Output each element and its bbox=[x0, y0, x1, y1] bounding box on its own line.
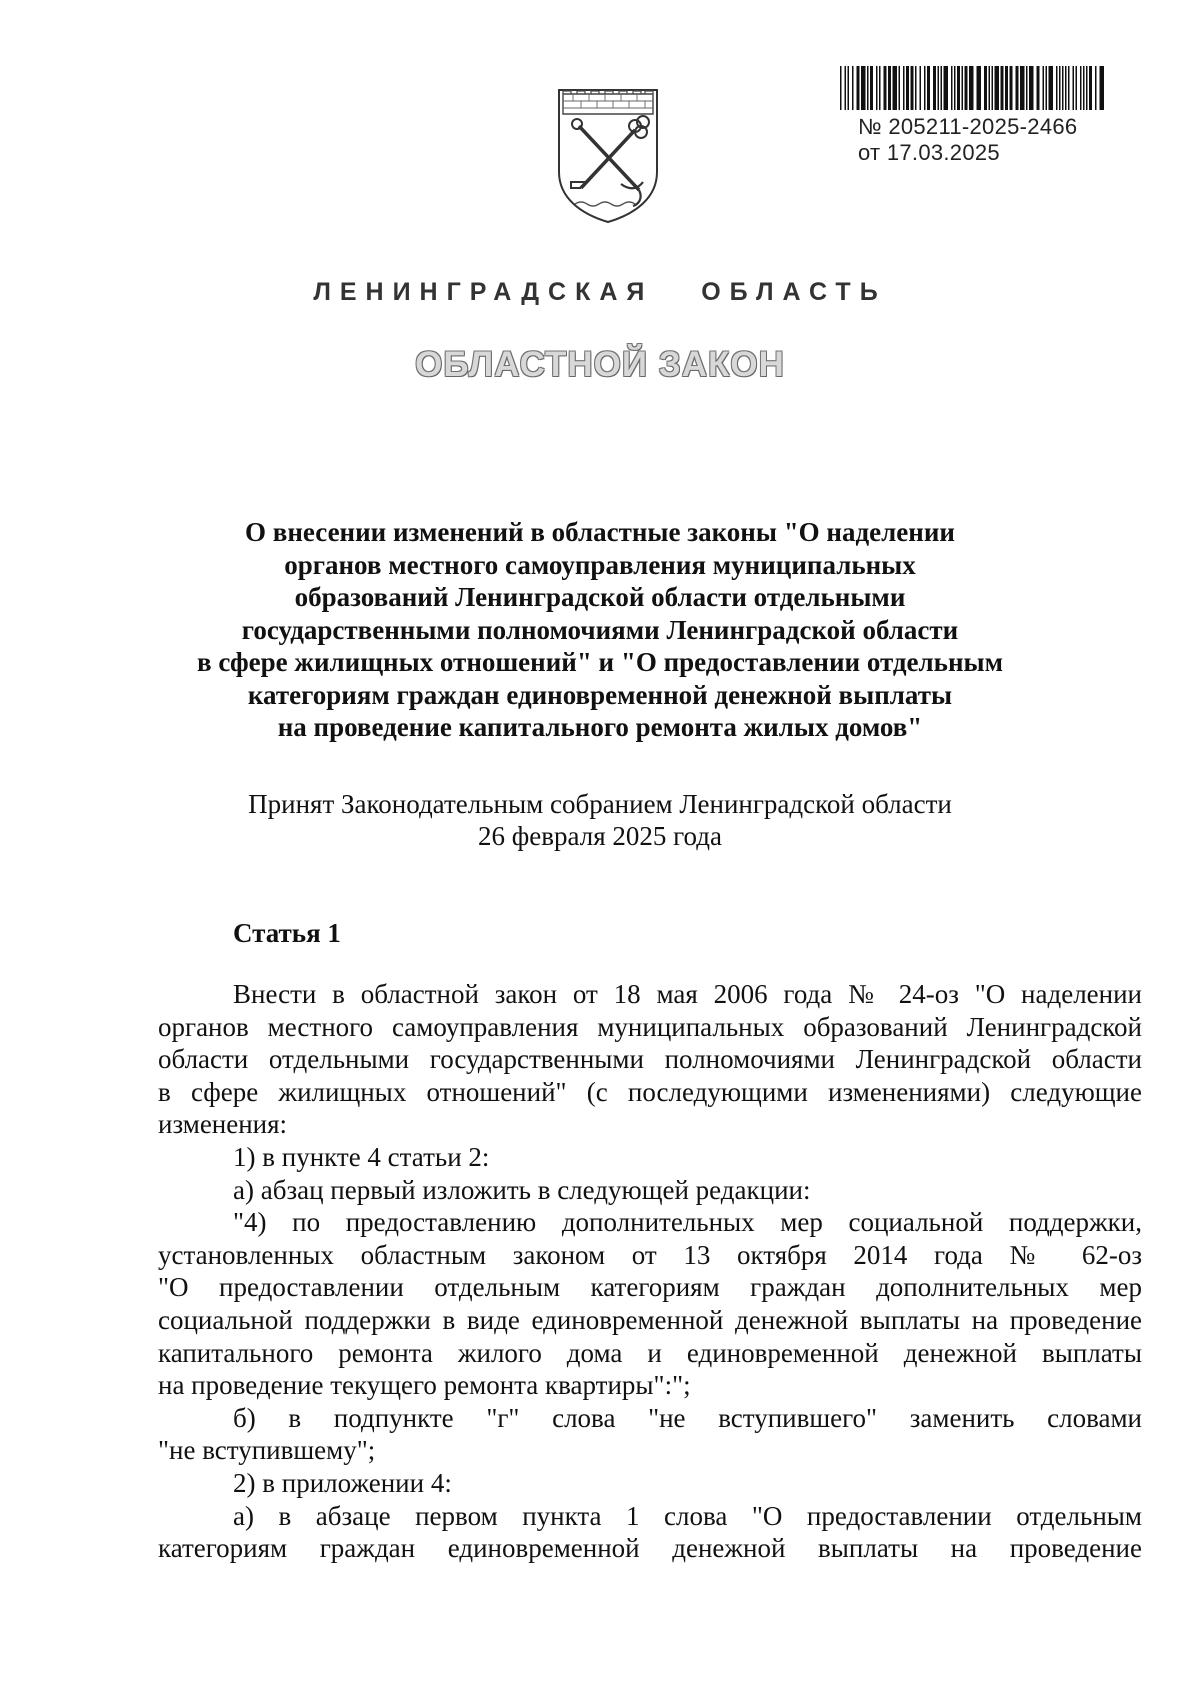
barcode-bar bbox=[1056, 66, 1058, 110]
body-line: 1) в пункте 4 статьи 2: bbox=[233, 1141, 490, 1172]
barcode-bar bbox=[840, 66, 842, 110]
adoption-line: Принят Законодательным собранием Ленинградской области bbox=[248, 789, 952, 819]
body-line: области отдельными государственными полномочиями Ленинградской области bbox=[158, 1044, 1142, 1075]
barcode-bar bbox=[965, 66, 968, 110]
law-title-line: категориям граждан единовременной денежной выплаты bbox=[247, 679, 953, 710]
barcode-bar bbox=[933, 66, 936, 110]
body-line: Внести в областной закон от 18 мая 2006 года № 24-оз "О наделении bbox=[233, 979, 1142, 1009]
barcode-bar bbox=[1100, 66, 1105, 110]
barcode-bar bbox=[1049, 66, 1054, 110]
barcode-bar bbox=[1059, 66, 1061, 110]
barcode-bar bbox=[867, 66, 869, 110]
registration-date: от 17.03.2025 bbox=[858, 140, 1000, 165]
barcode-bar bbox=[938, 66, 940, 110]
body-line: на проведение текущего ремонта квартиры":"; bbox=[158, 1370, 691, 1401]
barcode-bar bbox=[1095, 66, 1097, 110]
barcode-bar bbox=[1089, 66, 1092, 110]
barcode-bar bbox=[1076, 66, 1078, 110]
barcode-bar bbox=[951, 66, 953, 110]
barcode-bar bbox=[845, 66, 847, 110]
barcode-bar bbox=[1073, 66, 1075, 110]
barcode-bar bbox=[1010, 66, 1013, 110]
barcode-bar bbox=[1046, 66, 1048, 110]
barcode-bar bbox=[977, 66, 982, 110]
law-title bbox=[150, 516, 1050, 744]
barcode-bar bbox=[1020, 66, 1025, 110]
barcode-bar bbox=[857, 66, 860, 110]
barcode-bar bbox=[969, 66, 974, 110]
barcode-bar bbox=[911, 66, 914, 110]
registration-number: № 205211-2025-2466 bbox=[858, 114, 1078, 139]
barcode-bar bbox=[920, 66, 922, 110]
law-title-line: государственными полномочиями Ленинградской области bbox=[241, 614, 959, 645]
barcode-bar bbox=[893, 66, 898, 110]
barcode-bar bbox=[927, 66, 930, 110]
body-line: органов местного самоуправления муниципальных образований Ленинградской bbox=[158, 1011, 1142, 1042]
barcode-bar bbox=[876, 66, 878, 110]
body-line: социальной поддержки в виде единовременной денежной выплаты на проведение bbox=[158, 1304, 1142, 1335]
barcode-bar bbox=[992, 66, 994, 110]
body-line: а) в абзаце первом пункта 1 слова "О предоставлении отдельным bbox=[233, 1500, 1142, 1531]
barcode-bar bbox=[870, 66, 873, 110]
body-line: в сфере жилищных отношений" (с последующими изменениями) следующие bbox=[158, 1076, 1142, 1107]
barcode-bar bbox=[884, 66, 887, 110]
barcode-icon bbox=[840, 66, 1106, 110]
region-heading: ЛЕНИНГРАДСКАЯ ОБЛАСТЬ bbox=[313, 278, 887, 306]
barcode-bar bbox=[962, 66, 964, 110]
adoption-date: 26 февраля 2025 года bbox=[478, 821, 722, 851]
barcode-bar bbox=[1001, 66, 1004, 110]
barcode-bar bbox=[944, 66, 949, 110]
law-title-line: в сфере жилищных отношений" и "О предоставлении отдельным bbox=[197, 647, 1003, 677]
barcode-bar bbox=[903, 66, 905, 110]
barcode-bar bbox=[1016, 66, 1019, 110]
body-line: 2) в приложении 4: bbox=[233, 1467, 452, 1498]
barcode-bar bbox=[1080, 66, 1082, 110]
barcode-bar bbox=[1086, 66, 1088, 110]
body-line: капитального ремонта жилого дома и единовременной денежной выплаты bbox=[158, 1337, 1142, 1368]
body-line: "4) по предоставлению дополнительных мер социальной поддержки, bbox=[233, 1207, 1142, 1238]
document-type-heading: ОБЛАСТНОЙ ЗАКОН bbox=[415, 345, 785, 384]
barcode-bar bbox=[879, 66, 881, 110]
body-line: категориям граждан единовременной денежной выплаты на проведение bbox=[158, 1533, 1142, 1564]
law-title-line: на проведение капитального ремонта жилых домов" bbox=[277, 712, 923, 742]
body-line: изменения: bbox=[158, 1109, 288, 1140]
barcode-bar bbox=[1068, 66, 1070, 110]
barcode-bar bbox=[984, 66, 987, 110]
body-line: "О предоставлении отдельным категориям граждан дополнительных мер bbox=[158, 1272, 1142, 1303]
barcode-bar bbox=[989, 66, 991, 110]
adoption-note bbox=[150, 788, 1050, 852]
law-title-line: образований Ленинградской области отдельными bbox=[294, 582, 906, 612]
barcode-bar bbox=[1005, 66, 1008, 110]
barcode-bar bbox=[957, 66, 960, 110]
barcode-bar bbox=[899, 66, 901, 110]
body-line: а) абзац первый изложить в следующей редакции: bbox=[233, 1174, 811, 1205]
coat-of-arms-icon bbox=[555, 86, 661, 226]
barcode-bar bbox=[915, 66, 917, 110]
barcode-bar bbox=[852, 66, 854, 110]
barcode-bar bbox=[1026, 66, 1028, 110]
law-title-line: органов местного самоуправления муниципальных bbox=[284, 549, 916, 580]
barcode-bar bbox=[1043, 66, 1045, 110]
barcode-bar bbox=[1062, 66, 1064, 110]
barcode-bar bbox=[1065, 66, 1067, 110]
barcode-bar bbox=[1029, 66, 1034, 110]
body-line: "не вступившему"; bbox=[158, 1435, 376, 1466]
barcode-bar bbox=[888, 66, 891, 110]
barcode-bar bbox=[941, 66, 943, 110]
barcode-bar bbox=[861, 66, 866, 110]
barcode-bar bbox=[848, 66, 850, 110]
article-heading: Статья 1 bbox=[233, 918, 341, 948]
barcode-bar bbox=[995, 66, 1000, 110]
body-line: установленных областным законом от 13 октября 2014 года № 62-оз bbox=[158, 1239, 1142, 1270]
barcode-bar bbox=[1037, 66, 1040, 110]
barcode-bar bbox=[954, 66, 956, 110]
law-title-line: О внесении изменений в областные законы "О наделении bbox=[245, 517, 955, 547]
barcode-bar bbox=[924, 66, 926, 110]
body-line: б) в подпункте "г" слова "не вступившего" заменить словами bbox=[233, 1402, 1142, 1433]
barcode-bar bbox=[1083, 66, 1085, 110]
article-body bbox=[158, 978, 1142, 1565]
barcode-bar bbox=[906, 66, 909, 110]
